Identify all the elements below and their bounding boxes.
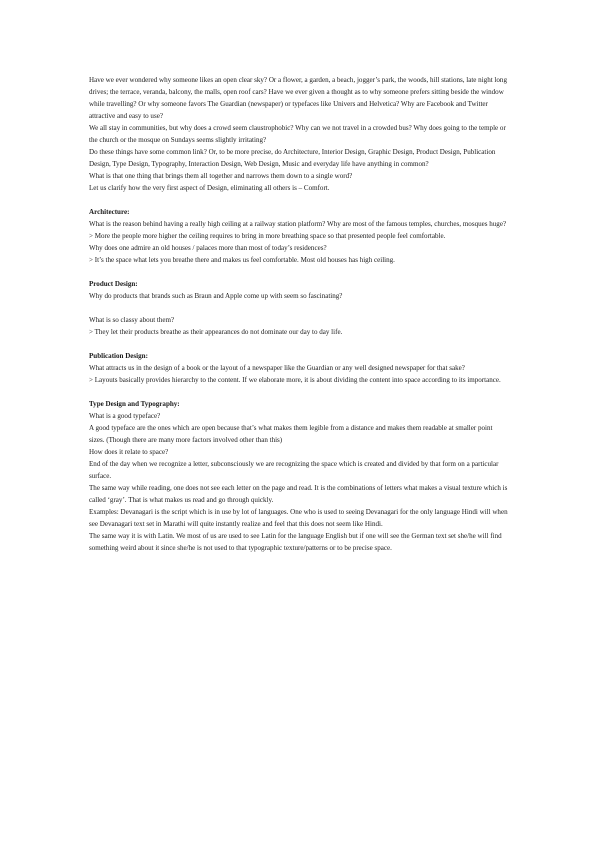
intro-paragraph-2: We all stay in communities, but why does a crowd seem claustrophobic? Why can we not travel in a crowded bus? Why does going to the temple or the church or the mosque on Sundays seems slightly irritating? <box>89 124 506 144</box>
type-paragraph-7: The same way it is with Latin. We most of us are used to see Latin for the language English but if one will see the German text set she/he will find something weird about it since she/he is not used to that typographic texture/patterns or to be precise space. <box>89 532 502 552</box>
section-heading-type-design: Type Design and Typography: <box>89 400 180 408</box>
section-heading-product-design: Product Design: <box>89 280 138 288</box>
publication-paragraph-1: What attracts us in the design of a book or the layout of a newspaper like the Guardian or any well designed newspaper for that sake? <box>89 364 465 372</box>
section-heading-architecture: Architecture: <box>89 208 130 216</box>
type-paragraph-6: Examples: Devanagari is the script which is in use by lot of languages. One who is used to seeing Devanagari for the only language Hindi will when see Devanagari text set in Marathi will quite instantly realize and feel that this does not seem like Hindi. <box>89 508 508 528</box>
architecture-paragraph-3: Why does one admire an old houses / palaces more than most of today’s residences? <box>89 244 327 252</box>
product-paragraph-3: > They let their products breathe as their appearances do not dominate our day to day life. <box>89 328 343 336</box>
document-page <box>89 74 509 554</box>
architecture-paragraph-1: What is the reason behind having a really high ceiling at a railway station platform? Why are most of the famous temples, churches, mosques huge? <box>89 220 507 228</box>
architecture-paragraph-2: > More the people more higher the ceiling requires to bring in more breathing space so that presented people feel comfortable. <box>89 232 446 240</box>
type-paragraph-1: What is a good typeface? <box>89 412 161 420</box>
type-paragraph-2: A good typeface are the ones which are open because that’s what makes them legible from a distance and makes them readable at smaller point sizes. (Though there are many more factors involved other than this) <box>89 424 493 444</box>
spacer <box>89 338 509 350</box>
spacer <box>89 194 509 206</box>
spacer <box>89 302 509 314</box>
section-heading-publication-design: Publication Design: <box>89 352 148 360</box>
intro-paragraph-5: Let us clarify how the very first aspect of Design, eliminating all others is – Comfort. <box>89 184 330 192</box>
architecture-paragraph-4: > It’s the space what lets you breathe there and makes us feel comfortable. Most old houses has high ceiling. <box>89 256 395 264</box>
product-paragraph-1: Why do products that brands such as Braun and Apple come up with seem so fascinating? <box>89 292 343 300</box>
spacer <box>89 266 509 278</box>
publication-paragraph-2: > Layouts basically provides hierarchy to the content. If we elaborate more, it is about dividing the content into space according to its importance. <box>89 376 501 384</box>
type-paragraph-4: End of the day when we recognize a letter, subconsciously we are recognizing the space which is created and divided by that form on a particular surface. <box>89 460 499 480</box>
product-paragraph-2: What is so classy about them? <box>89 316 175 324</box>
spacer <box>89 386 509 398</box>
intro-paragraph-4: What is that one thing that brings them all together and narrows them down to a single word? <box>89 172 353 180</box>
intro-paragraph-3: Do these things have some common link? Or, to be more precise, do Architecture, Interior Design, Graphic Design, Product Design, Publication Design, Type Design, Typography, Interaction Design, Web Design, Music and everyday life have anything in common? <box>89 148 496 168</box>
type-paragraph-3: How does it relate to space? <box>89 448 169 456</box>
type-paragraph-5: The same way while reading, one does not see each letter on the page and read. It is the combinations of letters what makes a visual texture which is called ‘gray’. That is what makes us read and go through quickly. <box>89 484 508 504</box>
intro-paragraph-1: Have we ever wondered why someone likes an open clear sky? Or a flower, a garden, a beach, jogger’s park, the woods, hill stations, late night long drives; the terrace, veranda, balcony, the malls, open roof cars? Have we ever given a thought as to why someone prefers sitting beside the window while travelling? Or why someone favors The Guardian (newspaper) or typefaces like Univers and Helvetica? Why are Facebook and Twitter attractive and easy to use? <box>89 76 507 120</box>
